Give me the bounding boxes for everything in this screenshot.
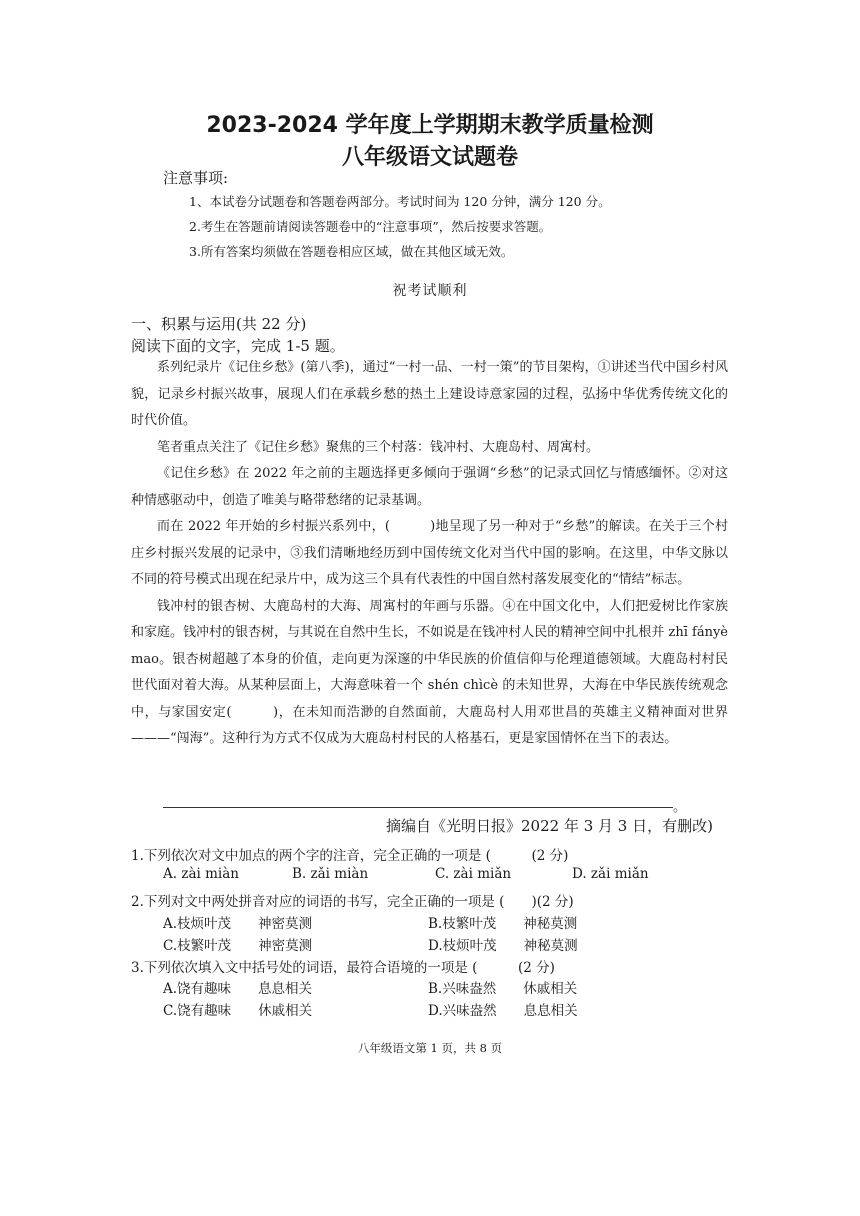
notes-heading: 注意事项: — [163, 169, 229, 187]
section-instruction: 阅读下面的文字，完成 1-5 题。 — [131, 337, 345, 355]
exam-title-line1: 2023-2024 学年度上学期期末教学质量检测 — [206, 113, 654, 138]
question-2-option-a: A.枝烦叶茂 神密莫测 — [163, 916, 313, 932]
note-item-2: 2.考生在答题前请阅读答题卷中的“注意事项”，然后按要求答题。 — [189, 219, 552, 234]
reading-passage — [131, 355, 728, 753]
question-2-stem: 2.下列对文中两处拼音对应的词语的书写，完全正确的一项是 ( )(2 分) — [131, 894, 574, 910]
passage-paragraph: 钱冲村的银杏树、大鹿岛村的大海、周寓村的年画与乐器。④在中国文化中，人们把爱树比作家族和家庭。钱冲村的银杏树，与其说在自然中生长，不如说是在钱冲村人民的精神空间中扎根并 zhī fányè mao。银杏树超越了本身的价值，走向更为深邃的中华民族的价值信仰与伦理道德领域。大鹿岛村村民世代面对着大海。从某种层面上，大海意味着一个 shén chìcè 的未知世界，大海在中华民族传统观念中，与家国安定( )，在未知而浩渺的自然面前，大鹿岛村人用邓世昌的英雄主义精神面对世界———“闯海”。这种行为方式不仅成为大鹿岛村村民的人格基石，更是家国情怀在当下的表达。 — [131, 598, 728, 746]
underline-end-mark: 。 — [673, 800, 687, 815]
question-3-option-a: A.饶有趣味 息息相关 — [163, 981, 313, 997]
question-2-option-c: C.枝繁叶茂 神密莫测 — [163, 938, 313, 954]
passage-paragraph: 笔者重点关注了《记住乡愁》聚焦的三个村落：钱冲村、大鹿岛村、周寓村。 — [157, 439, 600, 455]
source-citation: 摘编自《光明日报》2022 年 3 月 3 日，有删改) — [386, 817, 713, 835]
question-2-option-b: B.枝繁叶茂 神秘莫测 — [428, 916, 578, 932]
passage-paragraph: 《记住乡愁》在 2022 年之前的主题选择更多倾向于强调“乡愁”的记录式回忆与情感缅怀。②对这种情感驱动中，创造了唯美与略带愁绪的记录基调。 — [131, 466, 728, 508]
question-1-option-a: A. zài miàn — [163, 866, 239, 882]
section-heading: 一、积累与运用(共 22 分) — [131, 315, 307, 333]
question-2-option-d: D.枝烦叶茂 神秘莫测 — [428, 938, 578, 954]
question-3-option-b: B.兴味盎然 休戚相关 — [428, 981, 578, 997]
good-luck-wish: 祝考试顺利 — [392, 283, 468, 299]
note-item-3: 3.所有答案均须做在答题卷相应区域，做在其他区域无效。 — [189, 244, 514, 259]
question-1-option-c: C. zài miǎn — [435, 866, 512, 882]
page-footer: 八年级语文第 1 页，共 8 页 — [357, 1041, 503, 1055]
question-3-option-c: C.饶有趣味 休戚相关 — [163, 1003, 313, 1019]
question-3-stem: 3.下列依次填入文中括号处的词语，最符合语境的一项是 ( (2 分) — [131, 960, 555, 976]
answer-underline — [163, 807, 673, 808]
question-1-option-d: D. zǎi miǎn — [572, 866, 649, 882]
passage-paragraph: 而在 2022 年开始的乡村振兴系列中，( )地呈现了另一种对于“乡愁”的解读。在关于三个村庄乡村振兴发展的记录中，③我们清晰地经历到中国传统文化对当代中国的影响。在这里，中华文脉以不同的符号模式出现在纪录片中，成为这三个具有代表性的中国自然村落发展变化的“情结”标志。 — [131, 519, 728, 587]
question-1-option-b: B. zǎi miàn — [292, 866, 369, 882]
passage-paragraph: 系列纪录片《记住乡愁》(第八季)，通过“一村一品、一村一策”的节目架构，①讲述当代中国乡村风貌，记录乡村振兴故事，展现人们在承载乡愁的热土上建设诗意家园的过程，弘扬中华优秀传统文化的时代价值。 — [131, 360, 728, 428]
question-3-option-d: D.兴味盎然 息息相关 — [428, 1003, 578, 1019]
question-1-stem: 1.下列依次对文中加点的两个字的注音，完全正确的一项是 ( (2 分) — [131, 848, 569, 864]
exam-title-line2: 八年级语文试题卷 — [341, 145, 518, 170]
note-item-1: 1、本试卷分试题卷和答题卷两部分。考试时间为 120 分钟，满分 120 分。 — [189, 194, 611, 209]
